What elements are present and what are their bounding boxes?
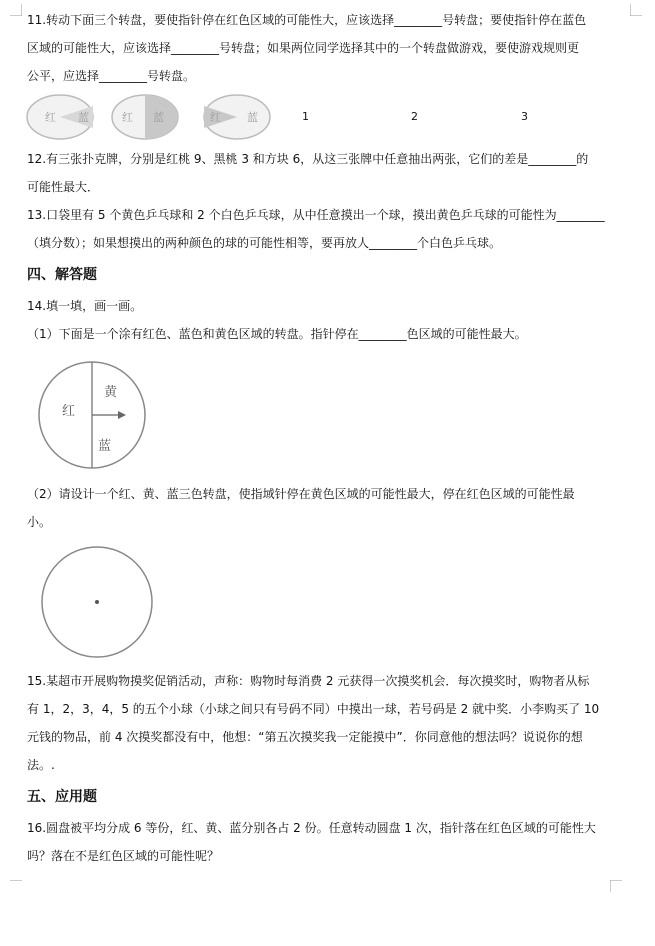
spinner-1-blue-label: 蓝 — [78, 111, 89, 124]
corner-mark-bottom-left — [10, 880, 22, 892]
q14-title: 14.填一填，画一画。 — [27, 299, 143, 313]
spinner-2-red-label: 红 — [122, 111, 133, 124]
corner-mark-bottom-right — [610, 880, 622, 892]
q14-part2-line-2: 小。 — [27, 515, 52, 529]
section-4-heading: 四、解答题 — [27, 267, 97, 283]
q13-line-1: 13.口袋里有 5 个黄色乒乓球和 2 个白色乒乓球，从中任意摸出一个球，摸出黄色乒乓球的可能性为________ — [27, 208, 605, 222]
spinner-3-red-label: 红 — [210, 111, 221, 124]
q13-line-2: （填分数）；如果想摸出的两种颜色的球的可能性相等，要再放人________个白色乒乓球。 — [27, 236, 502, 250]
spinner-3-blue-label: 蓝 — [247, 111, 258, 124]
q15-line-3: 元钱的物品，前 4 次摸奖都没有中，他想：“第五次摸奖我一定能摸中”．你同意他的想法吗？说说你的想 — [27, 730, 583, 744]
q12-line-1: 12.有三张扑克牌，分别是红桃 9、黑桃 3 和方块 6，从这三张牌中任意抽出两张，它们的差是________的 — [27, 152, 589, 166]
disc-blue-label: 蓝 — [98, 439, 112, 454]
q15-line-2: 有 1，2，3，4，5 的五个小球（小球之间只有号码不同）中摸出一球，若号码是 2 就中奖．小李购买了 10 — [27, 702, 600, 716]
q15-line-4: 法。. — [27, 758, 55, 772]
spinner-1 — [27, 95, 93, 139]
q14-three-color-spinner — [34, 360, 154, 472]
disc-red-label: 红 — [62, 404, 76, 419]
q14-part1: （1）下面是一个涂有红色、蓝色和黄色区域的转盘。指针停在________色区域的可能性最大。 — [27, 327, 527, 341]
q16-line-1: 16.圆盘被平均分成 6 等份，红、黄、蓝分别各占 2 份。任意转动圆盘 1 次，指针落在红色区域的可能性大 — [27, 821, 596, 835]
q11-line-1: 11.转动下面三个转盘，要使指针停在红色区域的可能性大，应该选择________号转盘；要使指针停在蓝色 — [27, 13, 587, 27]
q11-spinners-figure — [25, 92, 285, 142]
q14-part2-line-1: （2）请设计一个红、黄、蓝三色转盘，使指域针停在黄色区域的可能性最大，停在红色区域的可能性最 — [27, 487, 575, 501]
section-5-heading: 五、应用题 — [27, 789, 97, 805]
spinner-label-2: 2 — [411, 110, 418, 123]
q15-line-1: 15.某超市开展购物摸奖促销活动，声称：购物时每消费 2 元获得一次摸奖机会．每次摸奖时，购物者从标 — [27, 674, 590, 688]
spinner-3 — [204, 95, 270, 139]
spinner-1-red-label: 红 — [45, 111, 56, 124]
q11-line-2: 区域的可能性大，应该选择________号转盘；如果两位同学选择其中的一个转盘做游戏，要使游戏规则更 — [27, 41, 580, 55]
q12-line-2: 可能性最大． — [27, 180, 100, 194]
corner-mark-top-right — [630, 4, 642, 16]
spinner-label-3: 3 — [521, 110, 528, 123]
spinner-label-1: 1 — [302, 110, 309, 123]
q14-blank-circle — [40, 545, 154, 659]
q16-line-2: 吗？落在不是红色区域的可能性呢？ — [27, 849, 220, 863]
q11-line-3: 公平，应选择________号转盘。 — [27, 69, 196, 83]
disc-yellow-label: 黄 — [104, 385, 118, 400]
spinner-2-blue-label: 蓝 — [153, 111, 164, 124]
spinner-2 — [112, 95, 178, 139]
corner-mark-top-left — [10, 4, 22, 16]
